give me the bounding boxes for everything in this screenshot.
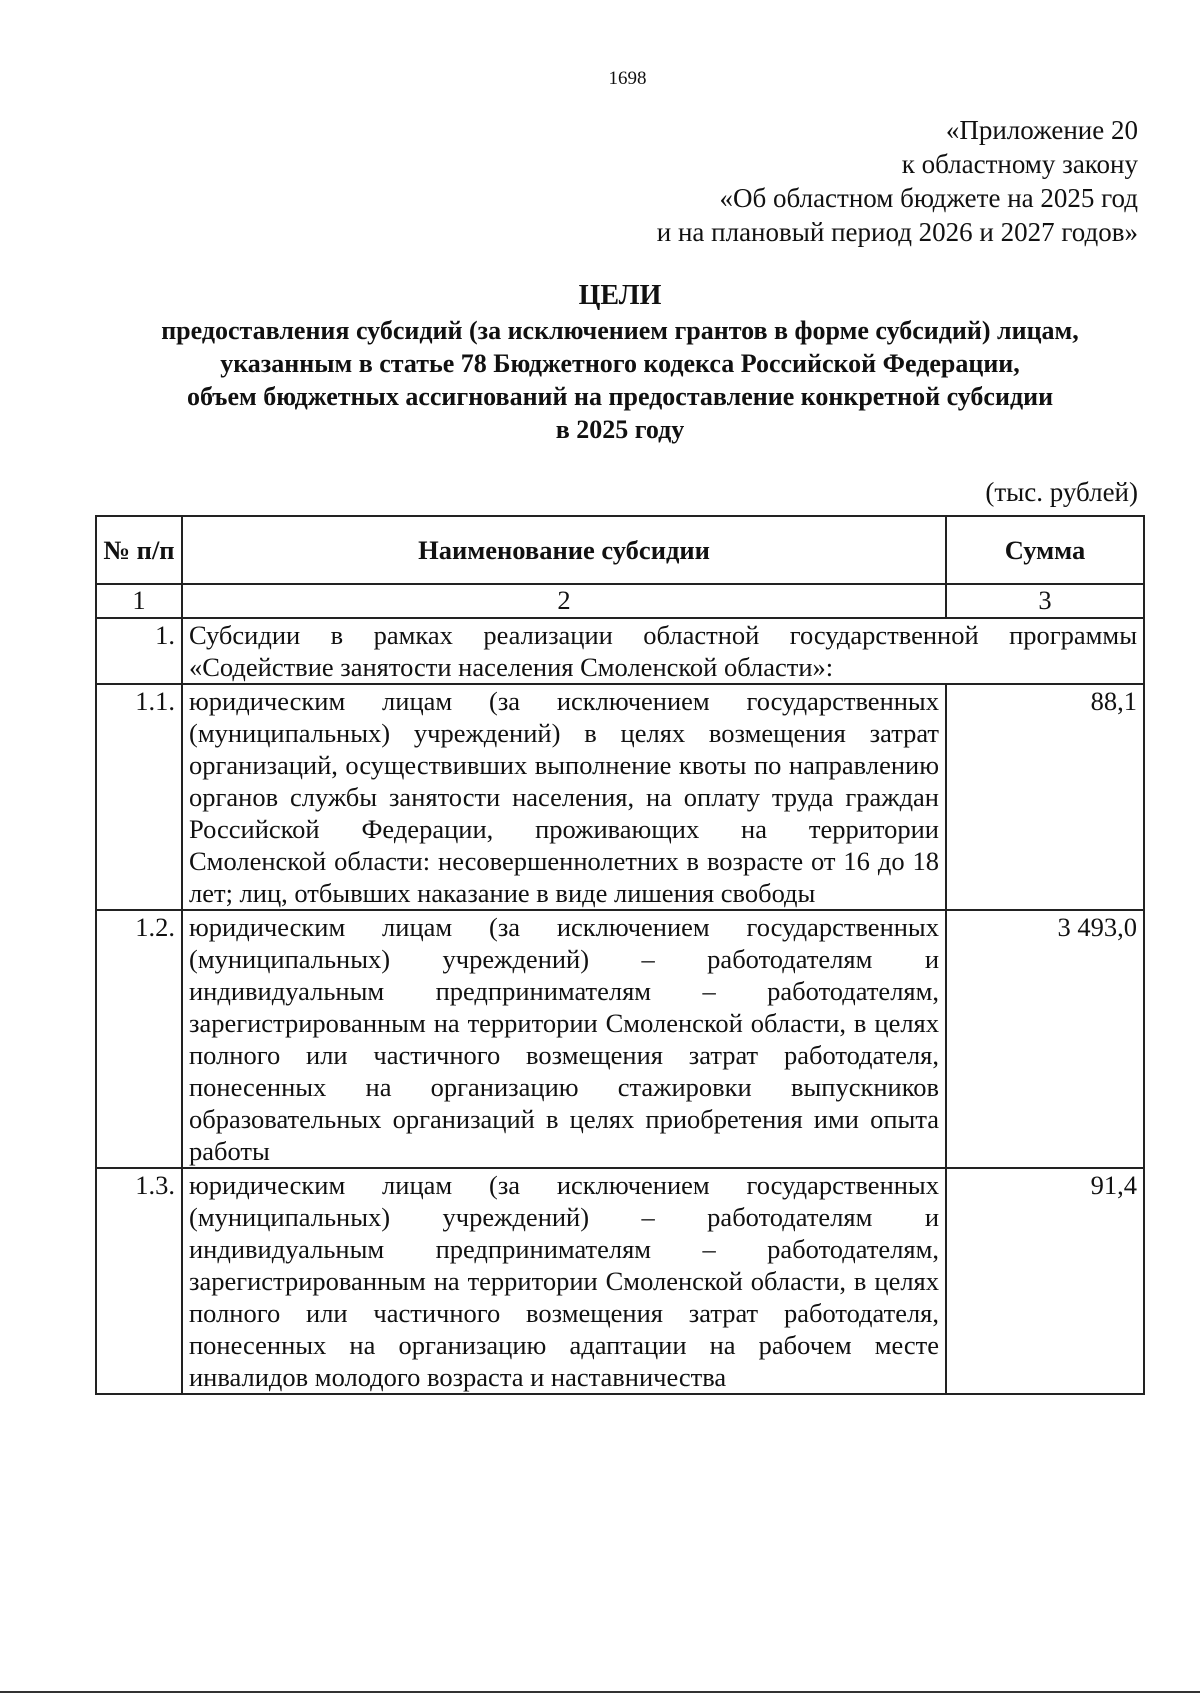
column-number-row <box>96 584 1144 618</box>
appendix-line: «Приложение 20 <box>945 115 1138 145</box>
subsidy-name: юридическим лицам (за исключением государственных (муниципальных) учреждений) – работодателям и индивидуальным предпринимателям – работодателям, зарегистрированным на территории Смоленской области, в целях полного или частичного возмещения затрат работодателя, понесенных на организацию адаптации на рабочем месте инвалидов молодого возраста и наставничества <box>182 1168 946 1394</box>
column-number: 3 <box>946 584 1144 618</box>
table-row <box>96 910 1144 1168</box>
table-row <box>96 1168 1144 1394</box>
row-number: 1.3. <box>96 1168 182 1394</box>
row-number: 1.1. <box>96 684 182 910</box>
header-name: Наименование субсидии <box>182 516 946 584</box>
appendix-line: «Об областном бюджете на 2025 год <box>719 183 1138 213</box>
table-row <box>96 684 1144 910</box>
header-num: № п/п <box>96 516 182 584</box>
row-number: 1.2. <box>96 910 182 1168</box>
document-title <box>100 278 1140 446</box>
subsidies-table <box>95 515 1145 1395</box>
column-number: 1 <box>96 584 182 618</box>
row-number: 1. <box>96 618 182 684</box>
appendix-line: и на плановый период 2026 и 2027 годов» <box>656 217 1138 247</box>
subsidy-amount: 3 493,0 <box>946 910 1144 1168</box>
title-line: предоставления субсидий (за исключением грантов в форме субсидий) лицам, <box>161 316 1079 345</box>
units-label: (тыс. рублей) <box>985 477 1138 507</box>
subsidy-name: юридическим лицам (за исключением государственных (муниципальных) учреждений) – работодателям и индивидуальным предпринимателям – работодателям, зарегистрированным на территории Смоленской области, в целях полного или частичного возмещения затрат работодателя, понесенных на организацию стажировки выпускников образовательных организаций в целях приобретения ими опыта работы <box>182 910 946 1168</box>
title-subtitle <box>100 314 1140 446</box>
title-line: объем бюджетных ассигнований на предоставление конкретной субсидии <box>186 382 1054 411</box>
column-number: 2 <box>182 584 946 618</box>
title-line: в 2025 году <box>555 415 685 444</box>
page-number: 1698 <box>608 68 647 89</box>
title-main: ЦЕЛИ <box>578 280 662 311</box>
program-name: Субсидии в рамках реализации областной государственной программы «Содействие занятости населения Смоленской области»: <box>182 618 1144 684</box>
subsidy-name: юридическим лицам (за исключением государственных (муниципальных) учреждений) в целях возмещения затрат организаций, осуществивших выполнение квоты по направлению органов службы занятости населения, на оплату труда граждан Российской Федерации, проживающих на территории Смоленской области: несовершеннолетних в возрасте от 16 до 18 лет; лиц, отбывших наказание в виде лишения свободы <box>182 684 946 910</box>
subsidy-amount: 91,4 <box>946 1168 1144 1394</box>
header-amount: Сумма <box>946 516 1144 584</box>
page-bottom-edge <box>0 1691 1200 1693</box>
title-line: указанным в статье 78 Бюджетного кодекса Российской Федерации, <box>220 349 1020 378</box>
subsidy-amount: 88,1 <box>946 684 1144 910</box>
appendix-line: к областному закону <box>901 149 1138 179</box>
program-row <box>96 618 1144 684</box>
appendix-reference <box>538 113 1138 249</box>
table-header-row <box>96 516 1144 584</box>
